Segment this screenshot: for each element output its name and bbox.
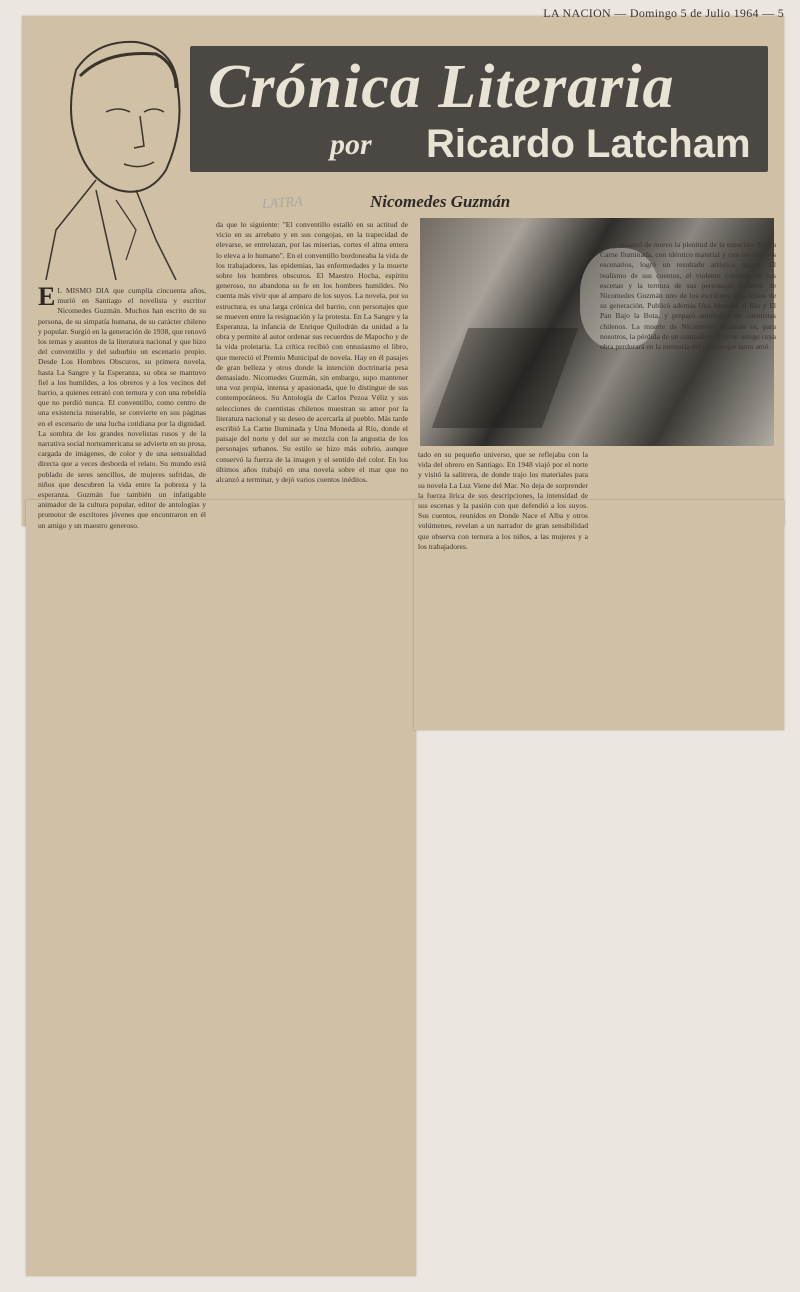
article-subject: Nicomedes Guzmán bbox=[370, 192, 511, 211]
column-title: Crónica Literaria bbox=[208, 53, 675, 121]
article-column-3: tado en su pequeño universo, que se reflejaba con la vida del obrero en Santiago. En 1948 viajó por el norte y visitó la salitrera, de donde trajo los materiales para su novela La Luz Viene del Mar. No deja de sorprender la fuerza lírica de sus descripciones, la intensidad de sus escenas y la pasión con que defendió a los suyos. Sus cuentos, reunidos en Donde Nace el Alba y otros volúmenes, revelan a un narrador de gran sensibilidad que observa con ternura a los niños, a las mujeres y a los trabajadores. bbox=[418, 450, 588, 551]
newspaper-masthead: LA NACION — Domingo 5 de Julio 1964 — 5 bbox=[543, 6, 784, 20]
title-banner bbox=[190, 46, 768, 172]
photo-shadow-shape bbox=[432, 328, 578, 428]
author-portrait-drawing bbox=[36, 30, 196, 280]
handwritten-stamp: LATRA bbox=[261, 194, 304, 213]
byline-por: por bbox=[330, 128, 372, 161]
article-column-4: pos y alcanzó de nuevo la plenitud de la emoción. En La Carne Iluminada, con idéntico material y con los mismos escenarios, logró un resultado artístico mayor. El realismo de sus cuentos, el violento colorido de sus escenas y la ternura de sus personajes hicieron de Nicomedes Guzmán uno de los escritores más leídos de su generación. Publicó además Una Moneda al Río y El Pan Bajo la Bota, y preparó antologías de cuentistas chilenos. La muerte de Nicomedes Guzmán es, para nosotros, la pérdida de un compañero y de un amigo cuya obra perdurará en la memoria del pueblo que tanto amó. bbox=[600, 240, 776, 352]
article-column-1 bbox=[38, 286, 206, 1274]
column-1-text: L MISMO DIA que cumplía cincuenta años, murió en Santiago el novelista y escritor Nicomedes Guzmán. Muchos han escrito de su persona, de su simpatía humana, de su carácter chileno y popular. Surgió en la generación de 1938, que renovó los temas y asuntos de la literatura nacional y que hizo del conventillo y del suburbio un escenario propio. Desde Los Hombres Obscuros, su primera novela, hasta La Sangre y la Esperanza, su obra se mantuvo fiel a los humildes, a los obreros y a los vecinos del barrio, a quienes retrató con ternura y con una rebeldía que no perdió nunca. El conventillo, como centro de una existencia miserable, se convierte en sus páginas en el escenario de una lucha cotidiana por la dignidad. La sombra de los grandes novelistas rusos y de la narrativa social norteamericana se advierte en su prosa, cargada de imágenes, de color y de una sensualidad directa que a veces desborda el relato. Su mundo está poblado de seres sencillos, de mujeres sufridas, de niños que descubren la vida entre la pobreza y la esperanza. Guzmán fue también un infatigable animador de la cultura popular, editor de antologías y promotor de escritores jóvenes que encontraron en él un amigo y un maestro generoso. bbox=[38, 286, 206, 530]
drop-cap: E bbox=[38, 286, 56, 311]
author-name: Ricardo Latcham bbox=[426, 122, 751, 166]
article-column-2: da que lo siguiente: "El conventillo estalló en su actitud de vicio en su arrebato y en sus congojas, en la trapecidad de elevarse, se entrelazan, por las miserias, cortes el alma entera lo eleva a lo humano". En el conventillo bordoneaba la vida de los trabajadores, las epidemias, las enfermedades y la muerte sobre los hombres obscuros. El Maestro Hocha, espíritu generoso, no abandona su fe en los hombres humildes. No cuenta más vivir que al amparo de los suyos. La novela, por su estructura, es una larga crónica del barrio, con personajes que se mueven entre la resignación y la protesta. En La Sangre y la Esperanza, la infancia de Enrique Quilodrán da unidad a la obra y permite al autor ordenar sus recuerdos de Mapocho y de la vida proletaria. La crítica recibió con entusiasmo el libro, que mereció el Premio Municipal de novela. Hay en él pasajes de gran belleza y otros donde la intención doctrinaria pesa demasiado. Nicomedes Guzmán, sin embargo, supo mantener una voz propia, intensa y apasionada, que lo distingue de sus contemporáneos. Su Antología de Carlos Pezoa Véliz y sus selecciones de cuentistas chilenos muestran su amor por la literatura nacional y su deseo de acercarla al pueblo. Más tarde escribió La Carne Iluminada y Una Moneda al Río, donde el paisaje del norte y del sur se mezcla con la angustia de los personajes urbanos. Su estilo se hizo más sobrio, aunque conservó la fuerza de la imagen y el sentido del color. En los últimos años trabajó en una novela sobre el mar que no alcanzó a terminar, y dejó varios cuentos inéditos. bbox=[216, 220, 408, 485]
